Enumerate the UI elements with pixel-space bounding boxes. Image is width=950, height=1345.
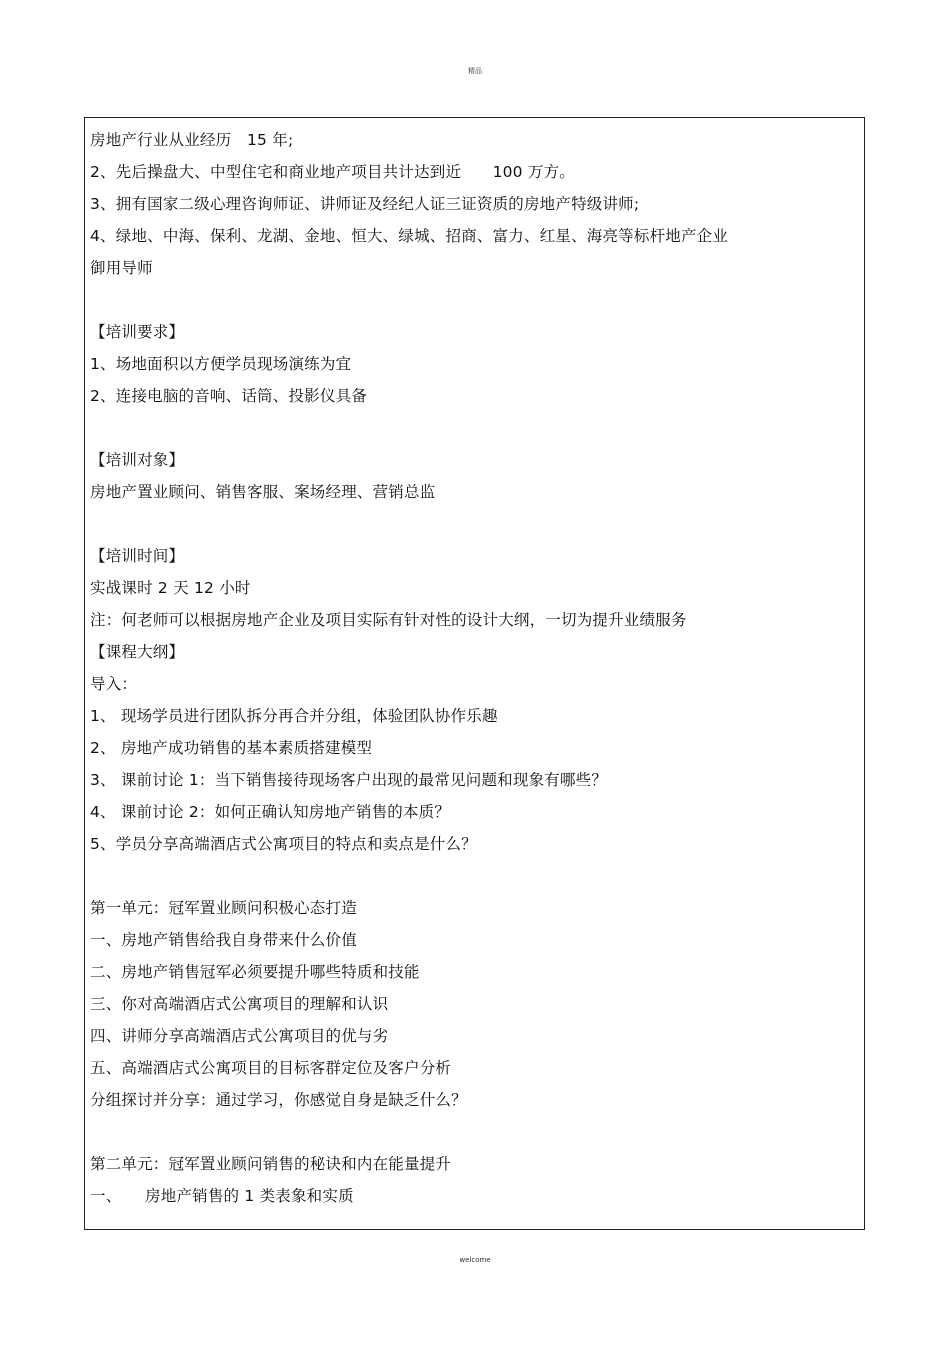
text-line: 4、 课前讨论 2：如何正确认知房地产销售的本质？ bbox=[90, 803, 451, 821]
text-line: 2、连接电脑的音响、话筒、投影仪具备 bbox=[90, 387, 367, 405]
text-line: 3、拥有国家二级心理咨询师证、讲师证及经纪人证三证资质的房地产特级讲师; bbox=[90, 195, 640, 213]
text-line: 第二单元：冠军置业顾问销售的秘诀和内在能量提升 bbox=[90, 1155, 452, 1173]
text-line: 1、 现场学员进行团队拆分再合并分组，体验团队协作乐趣 bbox=[90, 707, 498, 725]
text-line: 【培训要求】 bbox=[90, 323, 185, 341]
text-line: 御用导师 bbox=[90, 259, 153, 277]
text-line: 3、 课前讨论 1：当下销售接待现场客户出现的最常见问题和现象有哪些？ bbox=[90, 771, 608, 789]
text-line: 导入： bbox=[90, 675, 138, 693]
text-line: 四、讲师分享高端酒店式公寓项目的优与劣 bbox=[90, 1027, 389, 1045]
text-line: 分组探讨并分享：通过学习，你感觉自身是缺乏什么？ bbox=[90, 1091, 467, 1109]
text-line: 注：何老师可以根据房地产企业及项目实际有针对性的设计大纲，一切为提升业绩服务 bbox=[90, 611, 687, 629]
blank-line bbox=[90, 284, 859, 316]
text-line: 2、 房地产成功销售的基本素质搭建模型 bbox=[90, 739, 373, 757]
page-footer-mark: welcome bbox=[459, 1256, 491, 1264]
blank-line bbox=[90, 508, 859, 540]
text-line: 【课程大纲】 bbox=[90, 643, 185, 661]
blank-line bbox=[90, 860, 859, 892]
text-line: 【培训时间】 bbox=[90, 547, 185, 565]
text-line: 房地产置业顾问、销售客服、案场经理、营销总监 bbox=[90, 483, 436, 501]
text-line: 1、场地面积以方便学员现场演练为宜 bbox=[90, 355, 352, 373]
text-line: 二、房地产销售冠军必须要提升哪些特质和技能 bbox=[90, 963, 420, 981]
text-line: 一、 房地产销售的 1 类表象和实质 bbox=[90, 1187, 354, 1205]
text-line: 三、你对高端酒店式公寓项目的理解和认识 bbox=[90, 995, 389, 1013]
text-line: 房地产行业从业经历 15 年; bbox=[90, 131, 294, 149]
text-line: 第一单元：冠军置业顾问积极心态打造 bbox=[90, 899, 357, 917]
text-line: 五、高端酒店式公寓项目的目标客群定位及客户分析 bbox=[90, 1059, 452, 1077]
text-line: 实战课时 2 天 12 小时 bbox=[90, 579, 251, 597]
text-line: 2、先后操盘大、中型住宅和商业地产项目共计达到近 100 万方。 bbox=[90, 163, 575, 181]
document-frame bbox=[84, 117, 865, 1230]
blank-line bbox=[90, 412, 859, 444]
document-content bbox=[90, 124, 859, 1212]
text-line: 【培训对象】 bbox=[90, 451, 185, 469]
blank-line bbox=[90, 1116, 859, 1148]
text-line: 4、绿地、中海、保利、龙湖、金地、恒大、绿城、招商、富力、红星、海亮等标杆地产企业 bbox=[90, 227, 729, 245]
page-header-mark: 精品 bbox=[468, 67, 482, 75]
text-line: 一、房地产销售给我自身带来什么价值 bbox=[90, 931, 357, 949]
text-line: 5、学员分享高端酒店式公寓项目的特点和卖点是什么？ bbox=[90, 835, 477, 853]
